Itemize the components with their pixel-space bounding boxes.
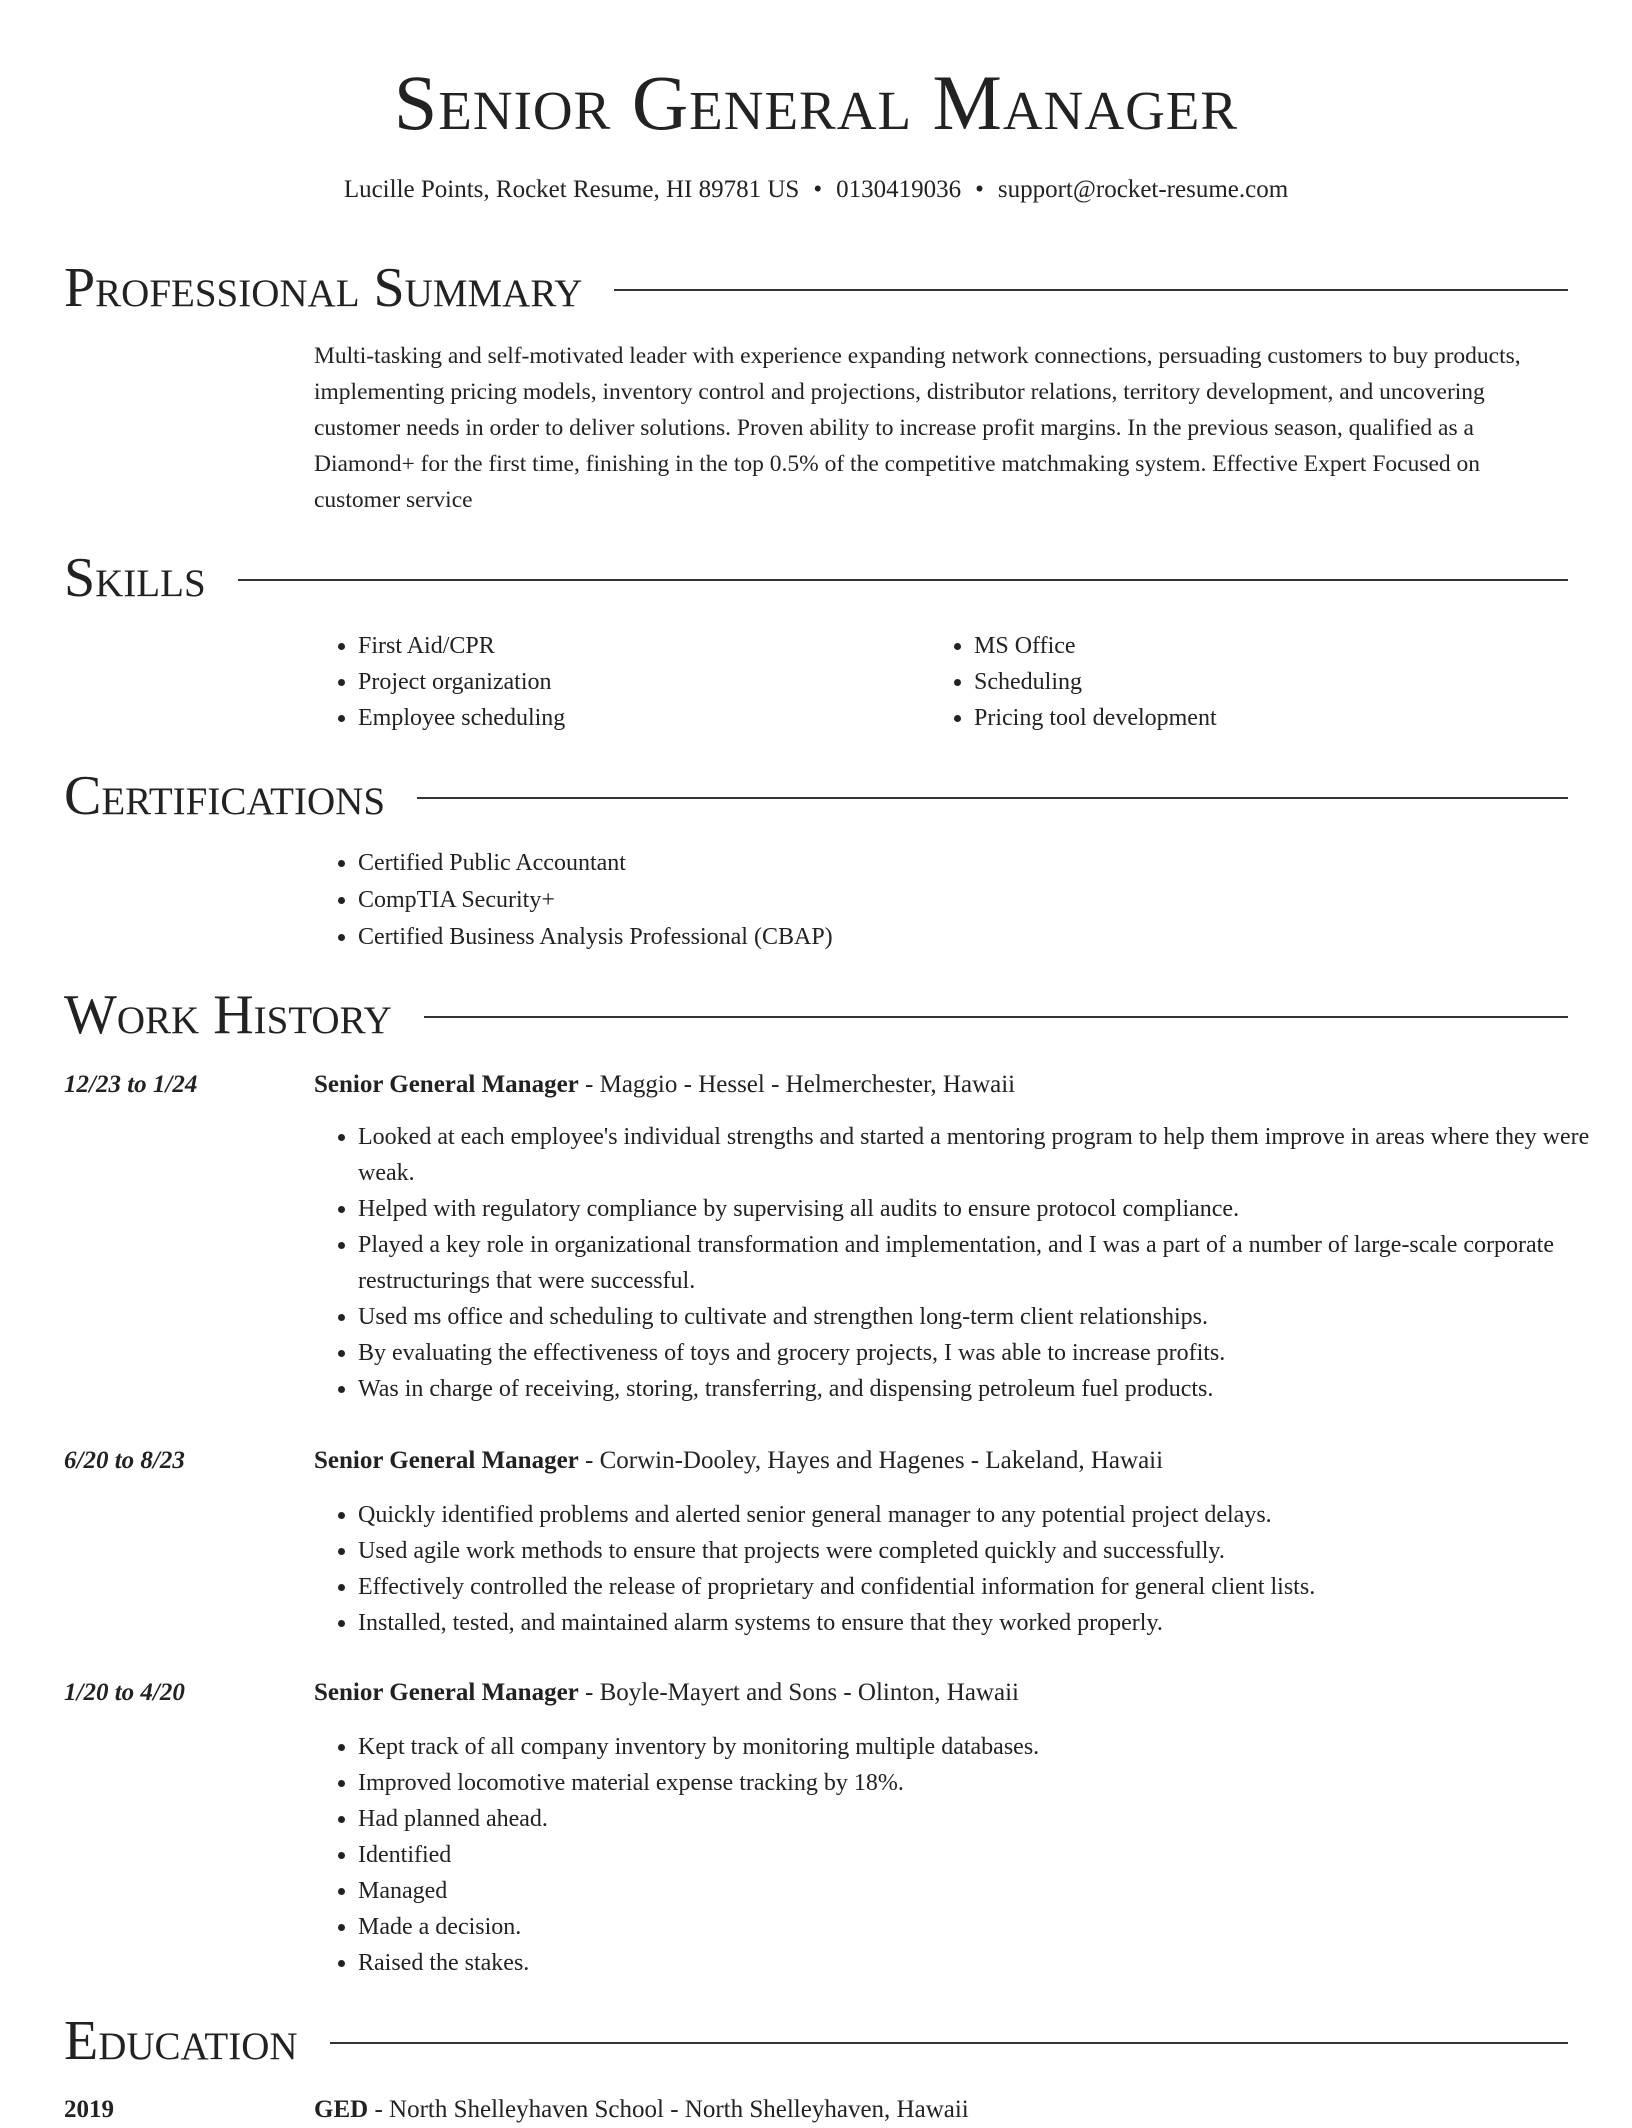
skill-item: • Employee scheduling — [358, 700, 565, 736]
job-bullet: • Effectively controlled the release of proprietary and confidential information for general client lists. — [358, 1569, 1614, 1605]
job-bullet: • Used ms office and scheduling to cultivate and strengthen long-term client relationships. — [358, 1299, 1614, 1335]
skill-item: • Scheduling — [974, 664, 1217, 700]
job-bullets — [314, 1729, 1614, 1981]
certification-item: • CompTIA Security+ — [358, 882, 833, 919]
certification-item: • Certified Business Analysis Professional (CBAP) — [358, 919, 833, 956]
job-bullet: • Used agile work methods to ensure that projects were completed quickly and successfully. — [358, 1533, 1614, 1569]
summary-text: Multi-tasking and self-motivated leader with experience expanding network connections, persuading customers to buy products, implementing pricing models, inventory control and projections, distributor relations, territory development, and uncovering customer needs in order to deliver solutions. Proven ability to increase profit margins. In the previous season, qualified as a Diamond+ for the first time, finishing in the top 0.5% of the competitive matchmaking system. Effective Expert Focused on customer service — [314, 343, 1521, 513]
section-divider — [330, 2042, 1568, 2044]
job-title: Senior General Manager — [314, 1447, 579, 1474]
skill-item: • Pricing tool development — [974, 700, 1217, 736]
job-heading — [314, 1675, 1019, 1711]
job-bullet: • Quickly identified problems and alerted senior general manager to any potential project delays. — [358, 1497, 1614, 1533]
job-employer: - Corwin-Dooley, Hayes and Hagenes - Lakeland, Hawaii — [578, 1447, 1164, 1474]
section-divider — [238, 579, 1568, 581]
contact-email: support@rocket-resume.com — [997, 176, 1289, 203]
contact-separator: • — [813, 176, 823, 203]
skill-item: • Project organization — [358, 664, 565, 700]
contact-separator: • — [975, 176, 984, 203]
job-bullet: • Managed — [358, 1873, 1614, 1909]
job-bullet: • By evaluating the effectiveness of toys and grocery projects, I was able to increase profits. — [358, 1335, 1614, 1371]
job-dates: 12/23 to 1/24 — [64, 1071, 198, 1098]
contact-line — [0, 172, 1632, 208]
job-bullets — [314, 1119, 1614, 1407]
contact-phone: 0130419036 — [836, 176, 962, 203]
education-school: - North Shelleyhaven School - North Shelleyhaven, Hawaii — [368, 2096, 969, 2123]
section-header-summary — [64, 256, 1568, 320]
section-header-certifications — [64, 764, 1568, 828]
section-header-work-history — [64, 983, 1568, 1047]
skills-list-left — [314, 628, 565, 736]
job-bullet: • Was in charge of receiving, storing, transferring, and dispensing petroleum fuel products. — [358, 1371, 1614, 1407]
contact-address: Lucille Points, Rocket Resume, HI 89781 US — [343, 176, 800, 203]
job-title: Senior General Manager — [314, 1071, 579, 1098]
certifications-list — [314, 845, 833, 956]
job-dates: 1/20 to 4/20 — [64, 1679, 185, 1706]
section-title-summary: Professional Summary — [64, 257, 583, 319]
job-bullet: • Played a key role in organizational transformation and implementation, and I was a part of a number of large-scale corporate restructurings that were successful. — [358, 1227, 1614, 1299]
job-bullet: • Had planned ahead. — [358, 1801, 1614, 1837]
job-employer: - Boyle-Mayert and Sons - Olinton, Hawaii — [578, 1679, 1019, 1706]
job-bullet: • Installed, tested, and maintained alarm systems to ensure that they worked properly. — [358, 1605, 1614, 1641]
section-divider — [424, 1016, 1568, 1018]
education-degree: GED — [314, 2096, 369, 2123]
job-bullet: • Looked at each employee's individual strengths and started a mentoring program to help them improve in areas where they were weak. — [358, 1119, 1614, 1191]
job-heading — [314, 1443, 1163, 1479]
section-header-skills — [64, 546, 1568, 610]
job-bullet: • Raised the stakes. — [358, 1945, 1614, 1981]
skills-list-right — [930, 628, 1217, 736]
section-divider — [614, 289, 1568, 291]
job-dates: 6/20 to 8/23 — [64, 1447, 185, 1474]
education-year: 2019 — [64, 2096, 114, 2123]
job-heading — [314, 1067, 1015, 1103]
section-header-education — [64, 2009, 1568, 2073]
section-title-skills: Skills — [64, 547, 206, 609]
certification-item: • Certified Public Accountant — [358, 845, 833, 882]
education-heading — [314, 2092, 969, 2128]
job-employer: - Maggio - Hessel - Helmerchester, Hawaii — [578, 1071, 1016, 1098]
section-divider — [417, 797, 1568, 799]
job-bullet: • Improved locomotive material expense tracking by 18%. — [358, 1765, 1614, 1801]
section-title-certifications: Certifications — [64, 765, 386, 827]
skill-item: • MS Office — [974, 628, 1217, 664]
job-bullet: • Identified — [358, 1837, 1614, 1873]
job-bullet: • Kept track of all company inventory by monitoring multiple databases. — [358, 1729, 1614, 1765]
job-bullet: • Helped with regulatory compliance by supervising all audits to ensure protocol compliance. — [358, 1191, 1614, 1227]
job-title: Senior General Manager — [314, 1679, 579, 1706]
job-bullet: • Made a decision. — [358, 1909, 1614, 1945]
section-title-work-history: Work History — [64, 984, 392, 1046]
section-title-education: Education — [64, 2010, 298, 2072]
skill-item: • First Aid/CPR — [358, 628, 565, 664]
resume-name: Senior General Manager — [393, 59, 1239, 146]
job-bullets — [314, 1497, 1614, 1641]
